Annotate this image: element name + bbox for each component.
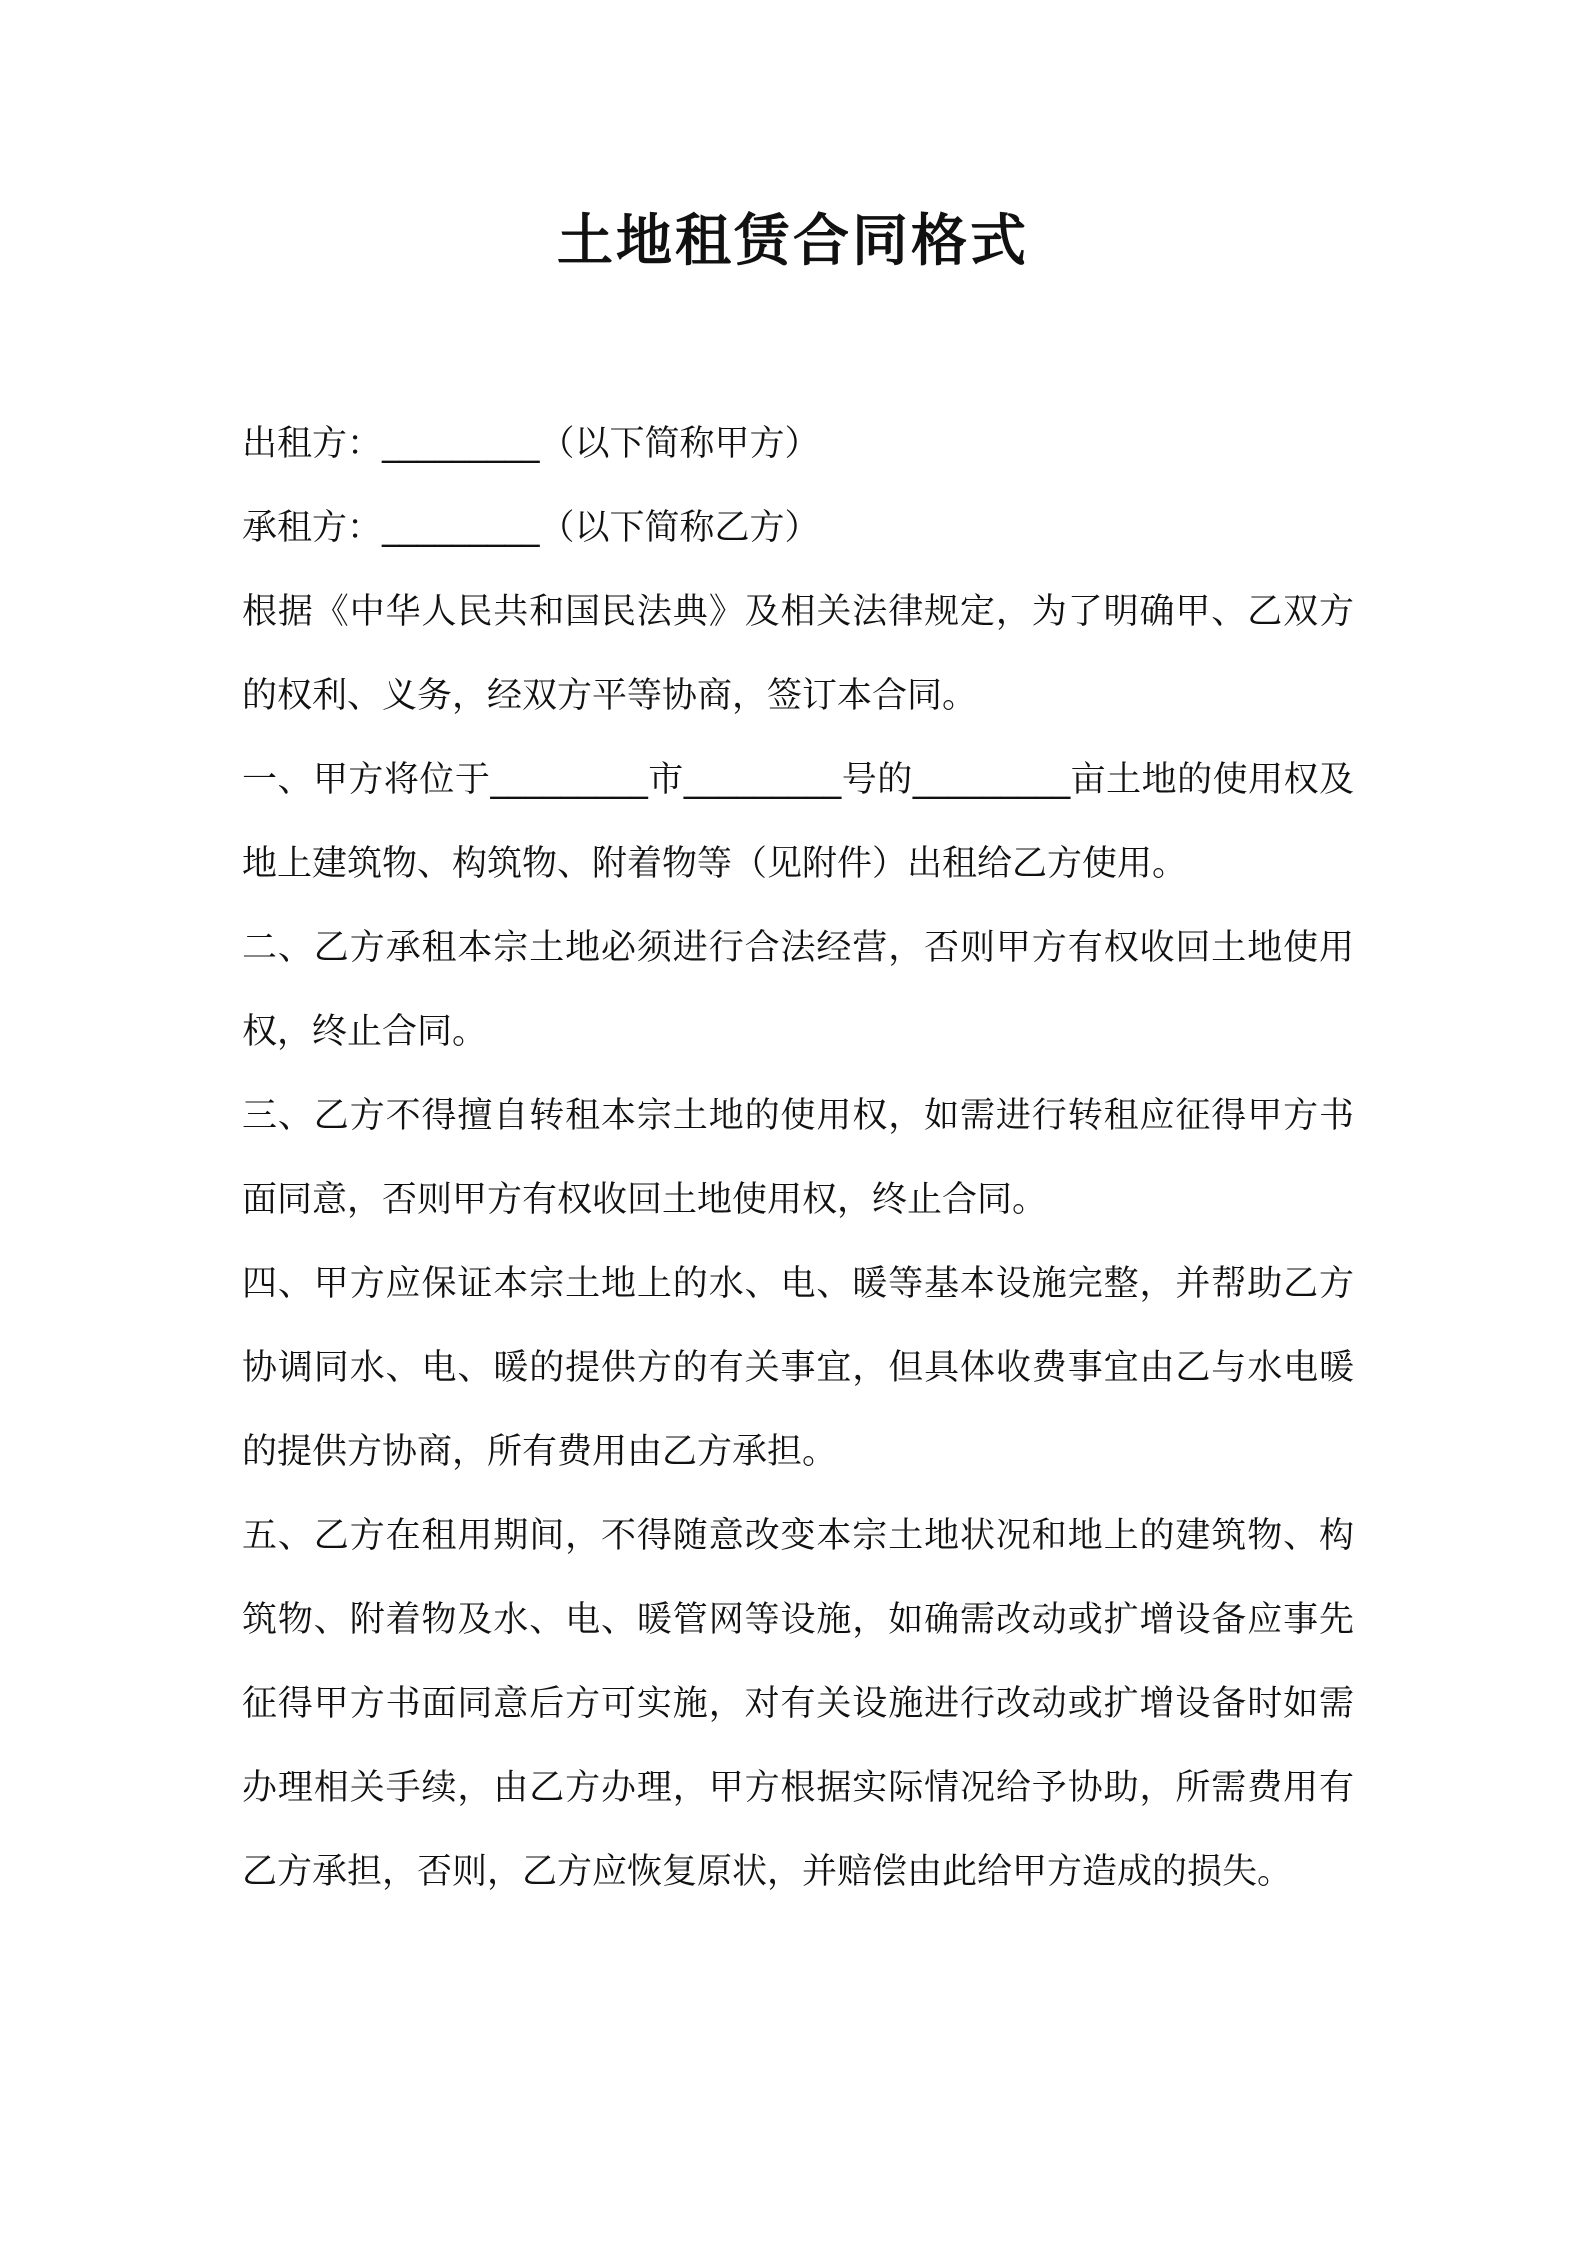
clause-4-paragraph: 四、甲方应保证本宗土地上的水、电、暖等基本设施完整，并帮助乙方协调同水、电、暖的提供方的有关事宜，但具体收费事宜由乙与水电暖的提供方协商，所有费用由乙方承担。 <box>242 1264 1354 1472</box>
clause-2-paragraph: 二、乙方承租本宗土地必须进行合法经营，否则甲方有权收回土地使用权，终止合同。 <box>242 928 1354 1052</box>
clause-1-paragraph: 一、甲方将位于_________市_________号的_________亩土地的使用权及地上建筑物、构筑物、附着物等（见附件）出租给乙方使用。 <box>242 760 1354 884</box>
lessor-line: 出租方：_________（以下简称甲方） <box>242 424 820 464</box>
clause-5-paragraph: 五、乙方在租用期间，不得随意改变本宗土地状况和地上的建筑物、构筑物、附着物及水、电、暖管网等设施，如确需改动或扩增设备应事先征得甲方书面同意后方可实施，对有关设施进行改动或扩增设备时如需办理相关手续，由乙方办理，甲方根据实际情况给予协助，所需费用有乙方承担，否则，乙方应恢复原状，并赔偿由此给甲方造成的损失。 <box>242 1516 1354 1892</box>
preamble-paragraph: 根据《中华人民共和国民法典》及相关法律规定，为了明确甲、乙双方的权利、义务，经双方平等协商，签订本合同。 <box>242 592 1354 716</box>
contract-body <box>242 402 1354 1914</box>
document-title: 土地租赁合同格式 <box>557 209 1029 274</box>
clause-3-paragraph: 三、乙方不得擅自转租本宗土地的使用权，如需进行转租应征得甲方书面同意，否则甲方有权收回土地使用权，终止合同。 <box>242 1096 1354 1220</box>
lessee-line: 承租方：_________（以下简称乙方） <box>242 508 820 548</box>
